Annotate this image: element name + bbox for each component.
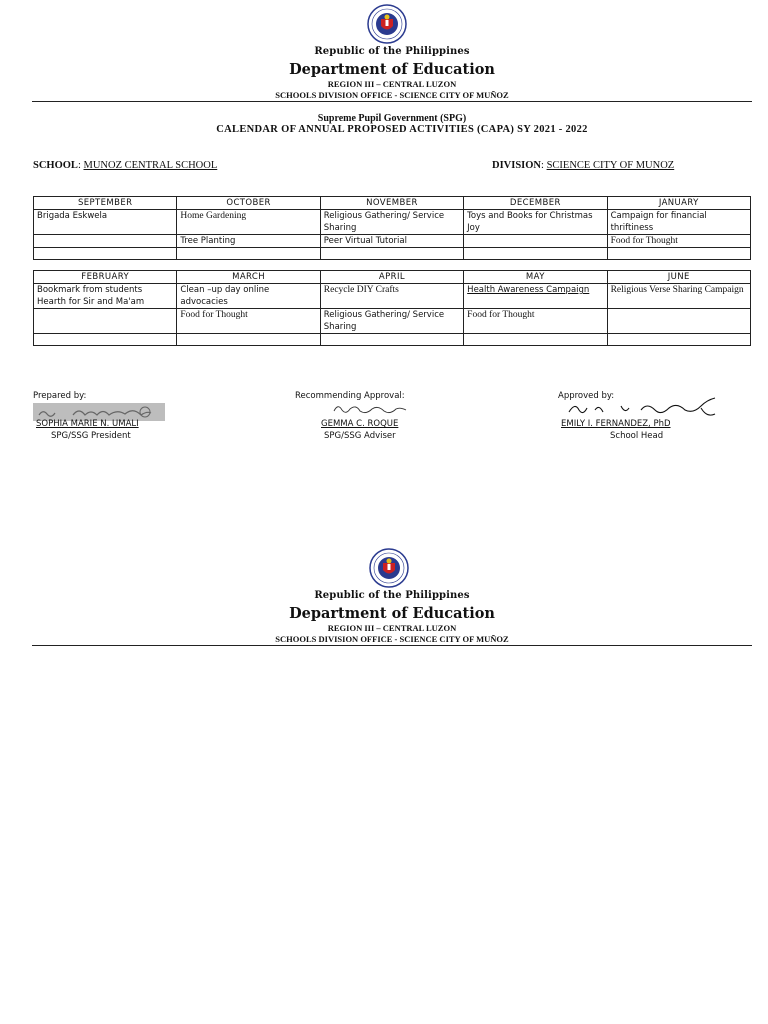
division-field: DIVISION: SCIENCE CITY OF MUNOZ — [492, 160, 675, 171]
empty-cell — [464, 248, 607, 260]
month-header: DECEMBER — [464, 197, 607, 210]
month-header: JANUARY — [607, 197, 750, 210]
prepared-by-label: Prepared by: — [33, 391, 87, 401]
empty-cell — [177, 248, 320, 260]
activity-cell: Toys and Books for Christmas Joy — [464, 210, 607, 235]
approved-by-label: Approved by: — [558, 391, 615, 401]
activity-cell: Religious Gathering/ Service Sharing — [320, 210, 463, 235]
school-field: SCHOOL: MUNOZ CENTRAL SCHOOL — [33, 160, 218, 171]
empty-cell — [607, 334, 750, 346]
republic-text: Republic of the Philippines — [314, 46, 470, 57]
republic-text: Republic of the Philippines — [314, 590, 470, 601]
department-text: Department of Education — [289, 605, 495, 622]
activity-cell: Clean –up day online advocacies — [177, 284, 320, 309]
empty-cell — [177, 334, 320, 346]
activity-cell: Home Gardening — [177, 210, 320, 235]
activity-cell — [607, 309, 750, 334]
activity-cell: Health Awareness Campaign — [464, 284, 607, 309]
header-divider — [32, 645, 752, 646]
activity-cell — [464, 235, 607, 248]
month-header: JUNE — [607, 271, 750, 284]
activity-cell: Recycle DIY Crafts — [320, 284, 463, 309]
division-label: DIVISION — [492, 160, 542, 171]
division-office-text: SCHOOLS DIVISION OFFICE - SCIENCE CITY OF MUÑOZ — [275, 90, 509, 100]
school-label: SCHOOL — [33, 160, 78, 171]
activity-cell: Food for Thought — [464, 309, 607, 334]
prepared-role: SPG/SSG President — [51, 431, 131, 441]
recommending-role: SPG/SSG Adviser — [324, 431, 396, 441]
activity-cell: Religious Verse Sharing Campaign — [607, 284, 750, 309]
empty-cell — [34, 334, 177, 346]
header-divider — [32, 101, 752, 102]
calendar-table-1 — [33, 196, 751, 260]
activity-cell — [34, 235, 177, 248]
activity-cell: Religious Gathering/ Service Sharing — [320, 309, 463, 334]
empty-cell — [34, 248, 177, 260]
activity-cell — [34, 309, 177, 334]
recommending-name: GEMMA C. ROQUE — [321, 419, 399, 429]
month-header: OCTOBER — [177, 197, 320, 210]
month-header: APRIL — [320, 271, 463, 284]
empty-cell — [607, 248, 750, 260]
deped-seal — [369, 548, 409, 588]
region-text: REGION III – CENTRAL LUZON — [327, 79, 457, 89]
activity-cell: Tree Planting — [177, 235, 320, 248]
approved-role: School Head — [610, 431, 664, 441]
month-header: NOVEMBER — [320, 197, 463, 210]
calendar-table-2 — [33, 270, 751, 346]
activity-cell: Campaign for financial thriftiness — [607, 210, 750, 235]
activity-cell: Food for Thought — [177, 309, 320, 334]
deped-seal — [367, 4, 407, 44]
division-value: SCIENCE CITY OF MUNOZ — [546, 160, 675, 171]
title-line-2: CALENDAR OF ANNUAL PROPOSED ACTIVITIES (CAPA) SY 2021 - 2022 — [216, 124, 588, 135]
division-office-text: SCHOOLS DIVISION OFFICE - SCIENCE CITY OF MUÑOZ — [275, 634, 509, 644]
empty-cell — [320, 248, 463, 260]
empty-cell — [464, 334, 607, 346]
activity-cell: Peer Virtual Tutorial — [320, 235, 463, 248]
activity-cell: Brigada Eskwela — [34, 210, 177, 235]
recommending-signature-image — [330, 401, 410, 417]
activity-cell: Food for Thought — [607, 235, 750, 248]
month-header: SEPTEMBER — [34, 197, 177, 210]
department-text: Department of Education — [289, 61, 495, 78]
month-header: MARCH — [177, 271, 320, 284]
activity-cell: Bookmark from students Hearth for Sir and Ma'am — [34, 284, 177, 309]
empty-cell — [320, 334, 463, 346]
approved-name: EMILY I. FERNANDEZ, PhD — [561, 419, 671, 429]
region-text: REGION III – CENTRAL LUZON — [327, 623, 457, 633]
title-line-1: Supreme Pupil Government (SPG) — [317, 113, 467, 124]
school-value: MUNOZ CENTRAL SCHOOL — [83, 160, 218, 171]
month-header: MAY — [464, 271, 607, 284]
month-header: FEBRUARY — [34, 271, 177, 284]
recommending-approval-label: Recommending Approval: — [295, 391, 405, 401]
prepared-name: SOPHIA MARIE N. UMALI — [36, 419, 139, 429]
